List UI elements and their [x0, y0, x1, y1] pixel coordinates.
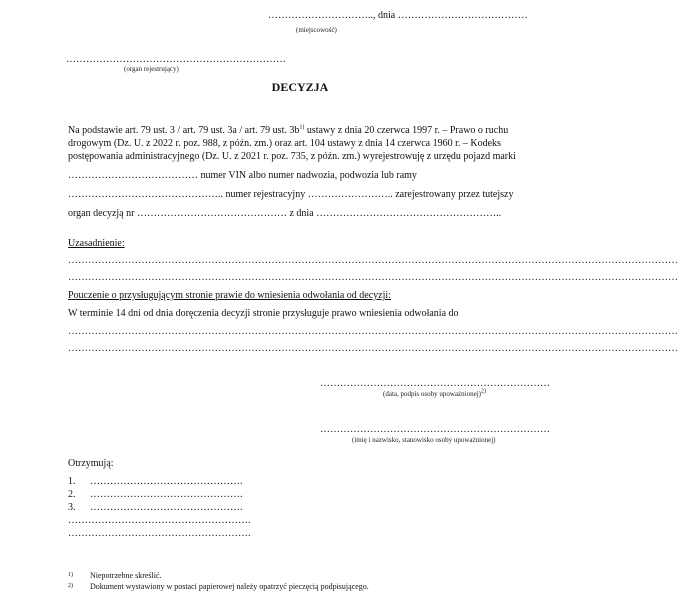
place-caption: (miejscowość)	[296, 26, 337, 34]
list-item	[68, 527, 251, 540]
signature-caption-1-text: (data, podpis osoby upoważnionej)	[383, 390, 481, 398]
justification-heading: Uzasadnienie:	[68, 238, 125, 249]
recipient-line: ……………………………………….	[90, 489, 243, 500]
decision-line-3: postępowania administracyjnego (Dz. U. z 2021 r. poz. 735, z późn. zm.) wyrejestrowuję z urzędu pojazd marki	[68, 151, 516, 162]
list-item	[68, 514, 251, 527]
recipients-list	[68, 475, 251, 540]
footnote-mark: 1)	[68, 572, 73, 578]
recipient-number: 1.	[68, 476, 76, 487]
decision-line-4: ………………………………… numer VIN albo numer nadwozia, podwozia lub ramy	[68, 170, 417, 181]
footnote-mark: 2)	[68, 583, 73, 589]
justification-line-2: …………………………………………………………………………………………………………………………………………………………………	[68, 272, 678, 283]
instruction-line-1: …………………………………………………………………………………………………………………………………………………………………	[68, 326, 678, 337]
decision-line-6: organ decyzją nr ……………………………………… z dnia ………………………………………………..	[68, 208, 502, 219]
list-item	[68, 488, 251, 501]
footnote-text: Dokument wystawiony w postaci papierowej należy opatrzyć pieczęcią podpisującego.	[90, 582, 369, 591]
place-date-line: ………………………….., dnia …………………………………	[268, 10, 528, 21]
decision-line-2: drogowym (Dz. U. z 2022 r. poz. 988, z późn. zm.) oraz art. 104 ustawy z dnia 14 czerwca 1960 r. – Kodeks	[68, 138, 501, 149]
recipient-number: 2.	[68, 489, 76, 500]
footnote	[68, 570, 369, 581]
decision-text	[68, 124, 532, 220]
signature-line-2: ……………………………………………………………	[320, 424, 550, 435]
recipient-line: ……………………………………………….	[68, 515, 251, 526]
footnotes	[68, 570, 369, 592]
decision-line-1	[68, 124, 532, 137]
footnote-ref-1: 1)	[299, 124, 305, 131]
instruction-heading: Pouczenie o przysługującym stronie prawie do wniesienia odwołania od decyzji:	[68, 290, 391, 301]
list-item	[68, 475, 251, 488]
document-title: DECYZJA	[271, 80, 329, 94]
footnote	[68, 581, 369, 592]
footnote-ref-2: 2)	[480, 388, 486, 395]
signature-caption-2: (imię i nazwisko, stanowisko osoby upoważnionej)	[352, 436, 496, 444]
decision-line-5: ……………………………………….. numer rejestracyjny …………………….. zarejestrowany przez tutejszy	[68, 189, 514, 200]
recipient-line: ……………………………………….	[90, 476, 243, 487]
instruction-text: W terminie 14 dni od dnia doręczenia decyzji stronie przysługuje prawo wniesienia odwołania do	[68, 308, 459, 319]
justification-line-1: …………………………………………………………………………………………………………………………………………………………………	[68, 255, 678, 266]
signature-line-1: ……………………………………………………………	[320, 378, 550, 389]
instruction-line-2: …………………………………………………………………………………………………………………………………………………………………	[68, 343, 678, 354]
recipient-line: ……………………………………….	[90, 502, 243, 513]
organ-line: …………………………………………………………	[66, 54, 286, 65]
organ-caption: (organ rejestrujący)	[124, 65, 179, 73]
decision-line-1a: Na podstawie art. 79 ust. 3 / art. 79 ust. 3a / art. 79 ust. 3b	[68, 125, 300, 136]
footnote-text: Niepotrzebne skreślić.	[90, 571, 162, 580]
decision-line-1b: ustawy z dnia 20 czerwca 1997 r. – Prawo o ruchu	[304, 125, 509, 136]
recipient-line: ……………………………………………….	[68, 528, 251, 539]
recipients-heading: Otrzymują:	[68, 458, 114, 469]
signature-caption-1	[383, 390, 486, 398]
list-item	[68, 501, 251, 514]
recipient-number: 3.	[68, 502, 76, 513]
